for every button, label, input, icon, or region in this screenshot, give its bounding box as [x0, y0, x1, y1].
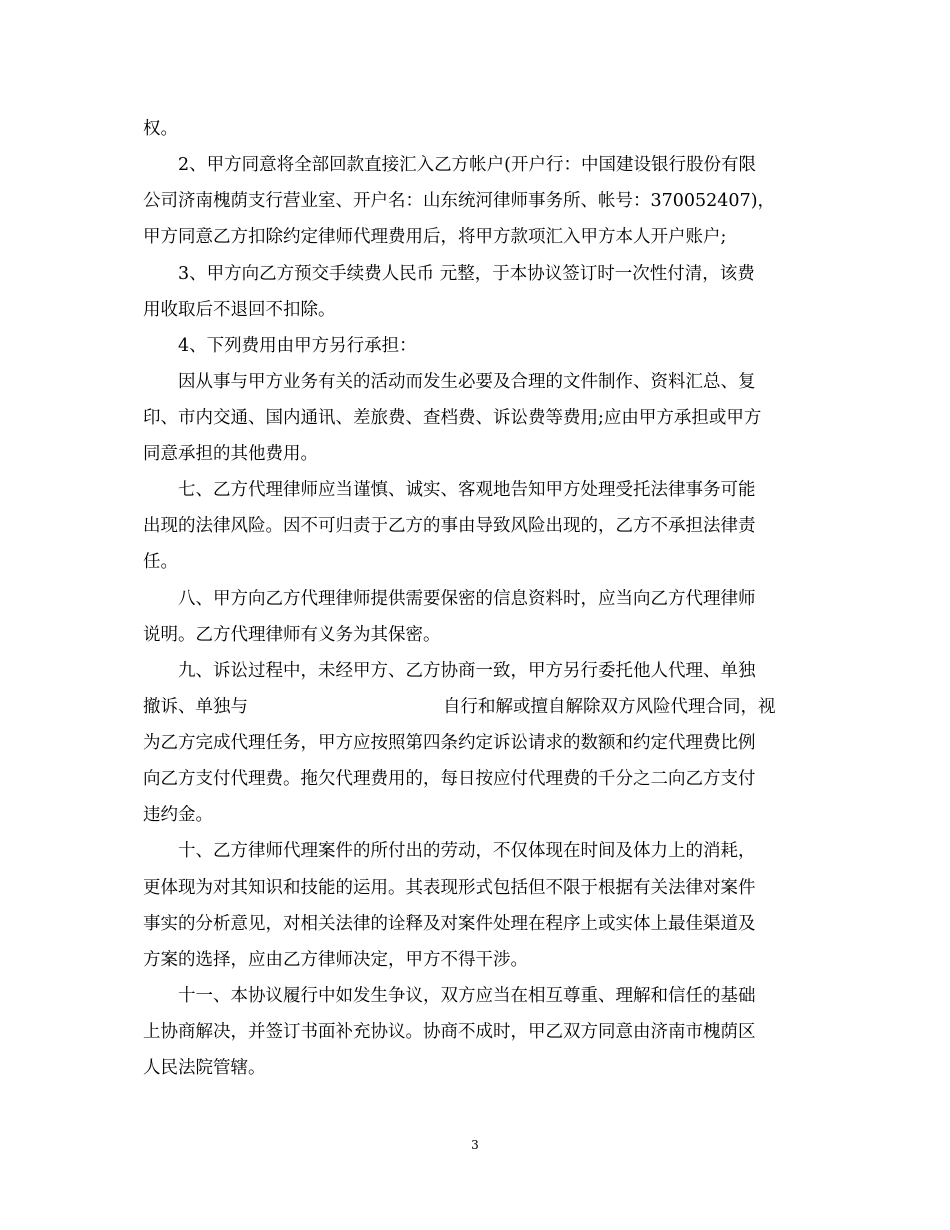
text-line: 十、乙方律师代理案件的所付出的劳动，不仅体现在时间及体力上的消耗， — [178, 841, 756, 861]
text-line: 说明。乙方代理律师有义务为其保密。 — [143, 625, 441, 645]
text-line: 任。 — [143, 552, 178, 572]
text-line: 自行和解或擅自解除双方风险代理合同，视 — [443, 697, 776, 717]
text-line: 上协商解决，并签订书面补充协议。协商不成时，甲乙双方同意由济南市槐荫区 — [143, 1022, 756, 1042]
text-line: 2、甲方同意将全部回款直接汇入乙方帐户(开户行：中国建设银行股份有限 — [178, 155, 756, 175]
page-number: 3 — [471, 1138, 479, 1152]
text-line: 撤诉、单独与 — [143, 697, 248, 717]
text-line: 十一、本协议履行中如发生争议，双方应当在相互尊重、理解和信任的基础 — [178, 986, 756, 1006]
text-line: 同意承担的其他费用。 — [143, 444, 318, 464]
text-line: 出现的法律风险。因不可归责于乙方的事由导致风险出现的，乙方不承担法律责 — [143, 516, 756, 536]
text-line: 方案的选择，应由乙方律师决定，甲方不得干涉。 — [143, 950, 528, 970]
text-line: 向乙方支付代理费。拖欠代理费用的，每日按应付代理费的千分之二向乙方支付 — [143, 769, 756, 789]
text-line: 用收取后不退回不扣除。 — [143, 300, 336, 320]
text-line: 更体现为对其知识和技能的运用。其表现形式包括但不限于根据有关法律对案件 — [143, 878, 756, 898]
text-line: 甲方同意乙方扣除约定律师代理费用后，将甲方款项汇入甲方本人开户账户; — [143, 227, 727, 247]
text-line: 印、市内交通、国内通讯、差旅费、查档费、诉讼费等费用;应由甲方承担或甲方 — [143, 408, 762, 428]
text-line: 公司济南槐荫支行营业室、开户名：山东统河律师事务所、帐号：370052407)， — [143, 191, 776, 211]
text-line: 九、诉讼过程中，未经甲方、乙方协商一致，甲方另行委托他人代理、单独 — [178, 661, 756, 681]
text-line: 3、甲方向乙方预交手续费人民币 元整，于本协议签订时一次性付清，该费 — [178, 264, 755, 284]
text-line: 因从事与甲方业务有关的活动而发生必要及合理的文件制作、资料汇总、复 — [178, 372, 756, 392]
text-line: 事实的分析意见，对相关法律的诠释及对案件处理在程序上或实体上最佳渠道及 — [143, 914, 756, 934]
text-line: 人民法院管辖。 — [143, 1058, 266, 1078]
text-line: 八、甲方向乙方代理律师提供需要保密的信息资料时，应当向乙方代理律师 — [178, 589, 756, 609]
text-line: 为乙方完成代理任务，甲方应按照第四条约定诉讼请求的数额和约定代理费比例 — [143, 733, 756, 753]
text-line: 违约金。 — [143, 805, 213, 825]
text-line: 权。 — [143, 119, 178, 139]
text-line: 4、下列费用由甲方另行承担： — [178, 336, 417, 356]
text-line: 七、乙方代理律师应当谨慎、诚实、客观地告知甲方处理受托法律事务可能 — [178, 480, 756, 500]
